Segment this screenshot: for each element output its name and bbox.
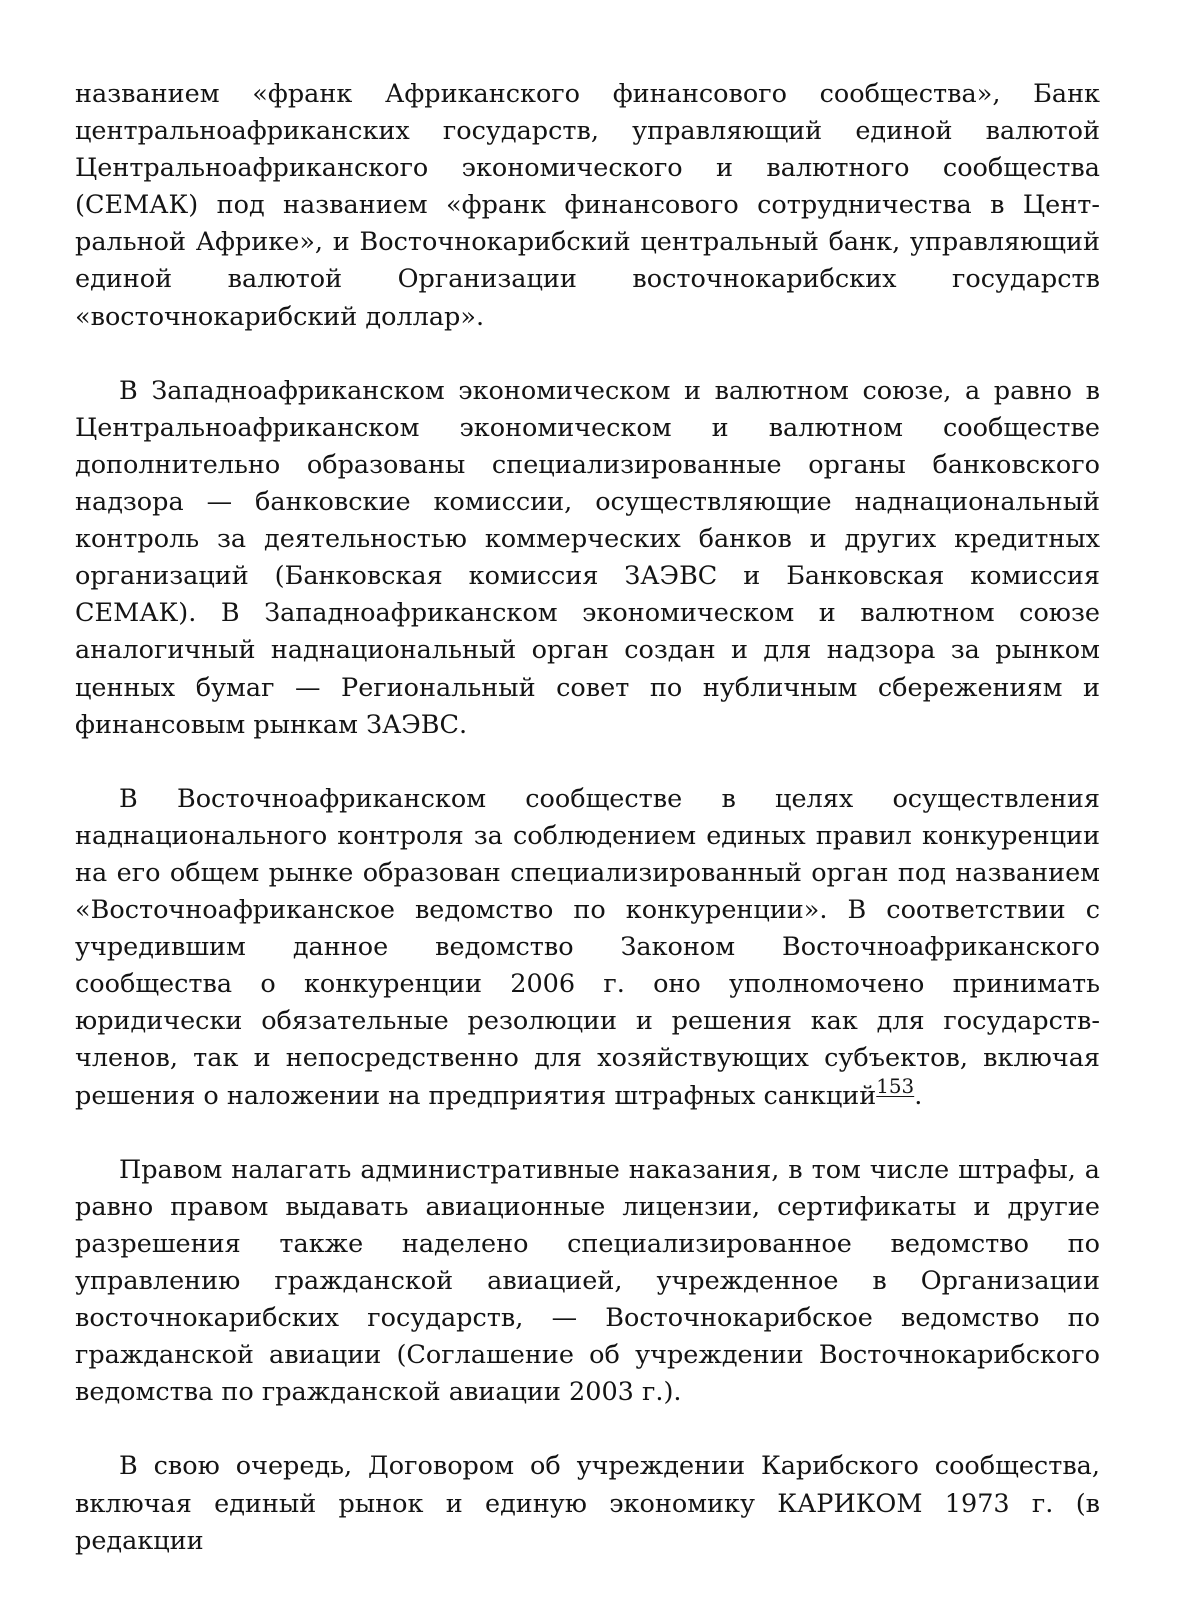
- paragraph-competition-authority: [75, 781, 1100, 1115]
- paragraph-civil-aviation: [75, 1152, 1100, 1412]
- footnote-link[interactable]: 153: [876, 1074, 915, 1098]
- document-page: [75, 76, 1100, 1597]
- paragraph-text: Правом налагать административные наказания, в том числе штрафы, а равно правом выдавать авиационные лицензии, сертификаты и другие разрешения также наделено специализированное ведомство по управлению гражданской авиацией, учрежденное в Организации восточнокарибских государств, — Восточнокарибское ведомство по гражданской авиации (Соглашение об учреждении Восточнокарибского ведомства по гражданской авиации 2003 г.).: [75, 1154, 1100, 1408]
- paragraph-text: В Восточноафриканском сообществе в целях осуществления наднационального контроля за соблюдением единых правил конкуренции на его общем рынке образован специализированный орган под названием «Восточноафриканское ведомство по конкуренции». В соответствии с учредившим данное ведомство Законом Восточноафриканского сообщества о конкуренции 2006 г. оно уполномочено принимать юридически обязательные резолюции и решения как для государств-членов, так и непосредственно для хозяйствующих субъектов, включая решения о наложении на предприятия штрафных санкций: [75, 783, 1100, 1111]
- paragraph-banking-supervision: [75, 373, 1100, 744]
- paragraph-tail: .: [914, 1080, 923, 1111]
- paragraph-text: В Западноафриканском экономическом и валютном союзе, а равно в Центральноафриканском экономическом и валютном сообществе дополнительно образованы специализированные органы банковского надзора — банковские комиссии, осуществляющие наднациональный контроль за деятельностью коммерческих банков и других кредитных организаций (Банковская комиссия ЗАЭВС и Банковская комиссия СЕМАК). В Западноафриканском экономическом и валютном союзе аналогичный наднациональный орган создан и для надзора за рынком ценных бумаг — Региональный совет по нубличным сбережениям и финансовым рынкам ЗАЭВС.: [75, 375, 1100, 740]
- paragraph-text: В свою очередь, Договором об учреждении Карибского сообщества, включая единый рынок и единую экономику КАРИКОМ 1973 г. (в редакции: [75, 1451, 1100, 1556]
- paragraph-caricom-treaty: [75, 1448, 1100, 1559]
- paragraph-currency-unions: [75, 76, 1100, 336]
- paragraph-text: названием «франк Африканского финансового сообщества», Банк центральноафриканских государств, управляющий единой валютой Центральноафриканского экономического и валютного сообщества (СЕМАК) под названием «франк финансового сотрудничества в Центральной Африке», и Восточнокарибский центральный банк, управляющий единой валютой Организации восточнокарибских государств «восточнокарибский доллар».: [75, 79, 1100, 332]
